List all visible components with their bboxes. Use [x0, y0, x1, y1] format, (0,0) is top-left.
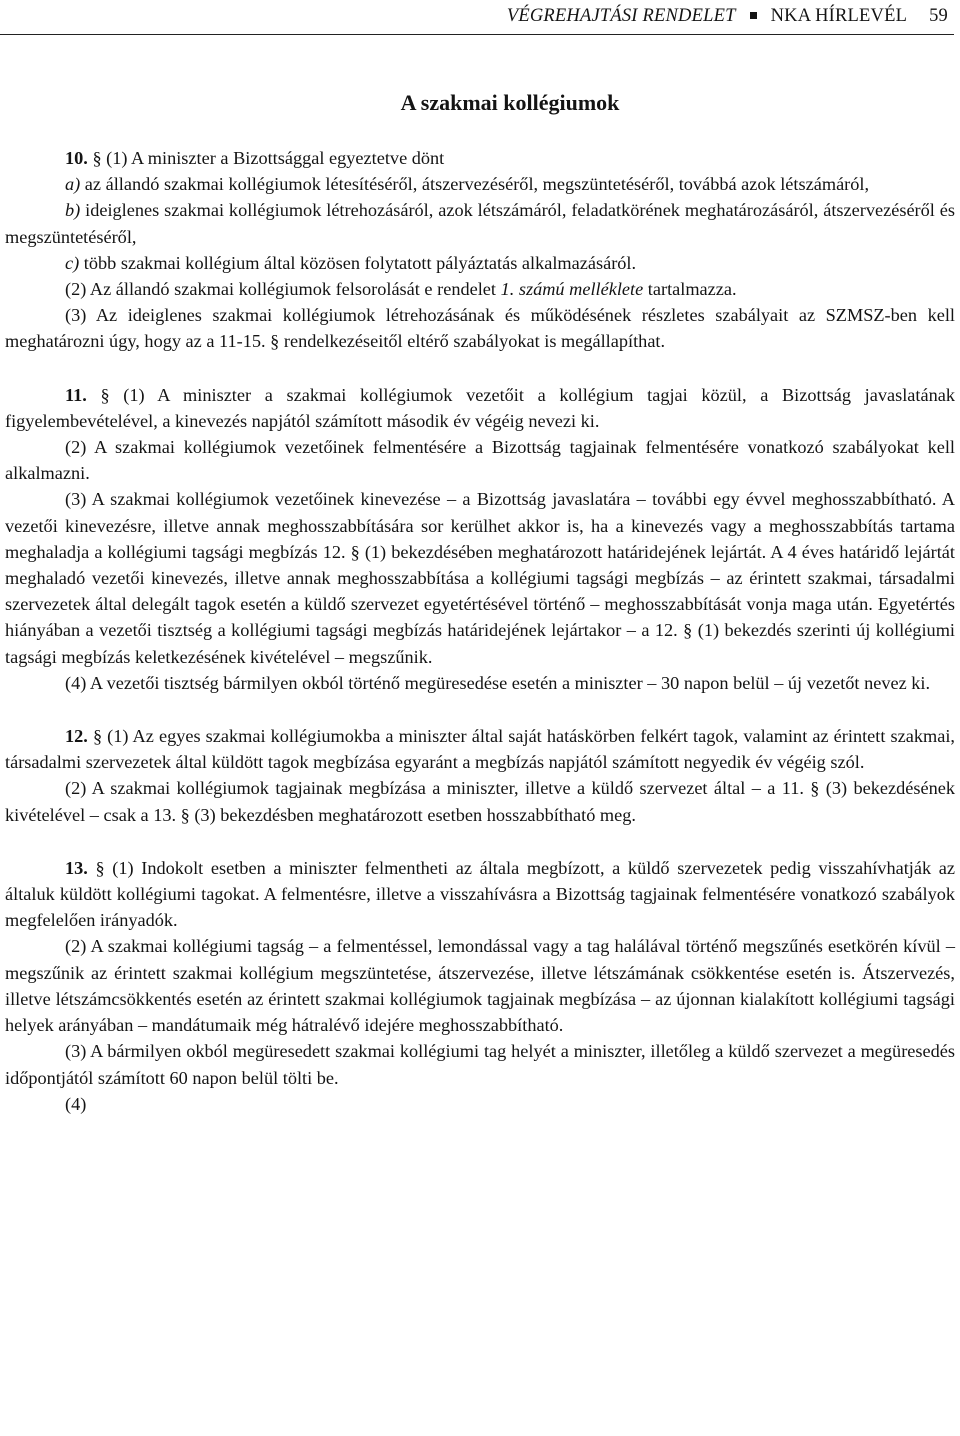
s10-intro: [5, 145, 955, 171]
section-title: A szakmai kollégiumok: [400, 90, 620, 115]
header-publication: VÉGREHAJTÁSI RENDELET: [506, 6, 736, 26]
s12-number: 12.: [65, 726, 88, 747]
s10-item-c: [5, 250, 955, 276]
s10-item-b: [5, 197, 955, 249]
s11-p1: [5, 382, 955, 434]
s13-p1: [5, 855, 955, 934]
s10-p2: [5, 276, 955, 302]
s10-b-text: ideiglenes szakmai kollégiumok létrehozásáról, azok létszámáról, feladatkörének meghatározásáról, átszervezéséről és megszüntetéséről,: [5, 200, 955, 247]
s10-p2-annex: 1. számú melléklete: [500, 279, 644, 300]
s11-number: 11.: [65, 384, 87, 405]
s10-p1-text: § (1) A miniszter a Bizottsággal egyeztetve dönt: [92, 148, 445, 168]
s10-c-label: c): [65, 252, 80, 273]
s12-p2: (2) A szakmai kollégiumok tagjainak megbízása a miniszter, illetve a küldő szervezet által – a 11. § (3) bekezdésének kivételével – csak a 13. § (3) bekezdésben meghatározott esetben hosszabbítható meg.: [5, 778, 955, 825]
s12-p1-text: § (1) Az egyes szakmai kollégiumokba a miniszter által saját hatáskörben felkért tagok, valamint az érintett szakmai, társadalmi szervezetek által küldött tagok megbízása egyaránt a megbízás napjától számított negyedik év végéig szól.: [5, 726, 955, 773]
s10-p2-post: tartalmazza.: [643, 279, 737, 300]
page-number: 59: [929, 6, 948, 26]
running-header: [0, 0, 954, 35]
s10-item-a: [5, 171, 955, 197]
s11-p3: (3) A szakmai kollégiumok vezetőinek kinevezése – a Bizottság javaslatára – további egy évvel meghosszabbítható. A vezetői kinevezésre, illetve annak meghosszabbítására sor kerülhet akkor is, ha a kinevezés vagy a meghosszabbítás tartama meghaladja a kollégiumi tagsági megbízás 12. § (1) bekezdésében meghatározott határidejének lejártát. A 4 éves határidő lejártát meghaladó vezetői kinevezés, illetve annak meghosszabbítása a kollégiumi tagsági megbízás – az érintett szakmai, társadalmi szervezetek által delegált tagok esetén a küldő szervezet egyetértésével történő – meghosszabbítását vonja maga után. Egyetértés hiányában a vezetői tisztség a kollégiumi tagsági megbízás határidejének lejártakor – a 12. § (1) bekezdés szerinti új kollégiumi tagsági megbízás keletkezésének kivételével – megszűnik.: [5, 489, 955, 667]
s11-p2: (2) A szakmai kollégiumok vezetőinek felmentésére a Bizottság tagjainak felmentésére vonatkozó szabályokat kell alkalmazni.: [5, 437, 955, 484]
s12-p1: [5, 723, 955, 775]
s13-p1-text: § (1) Indokolt esetben a miniszter felmentheti az általa megbízott, a küldő szervezetek pedig visszahívhatják az általuk küldött kollégiumi tagokat. A felmentésre, illetve a visszahívásra a Bizottság tagjainak felmentésére vonatkozó szabályok megfelelően irányadók.: [5, 857, 955, 931]
s11-p4: (4) A vezetői tisztség bármilyen okból történő megüresedése esetén a miniszter – 30 napon belül – új vezetőt nevez ki.: [65, 672, 931, 693]
s10-a-label: a): [65, 174, 81, 195]
s11-p1-text: § (1) A miniszter a szakmai kollégiumok vezetőit a kollégium tagjai közül, a Bizottság javaslatának figyelembevételével, a kinevezés napjától számított második év végéig nevezi ki.: [5, 384, 955, 431]
s10-p2-pre: (2) Az állandó szakmai kollégiumok felsorolását e rendelet: [65, 279, 501, 300]
document-body: [5, 145, 955, 1117]
s13-number: 13.: [65, 857, 88, 878]
s10-p3: (3) Az ideiglenes szakmai kollégiumok létrehozásának és működésének részletes szabályait az SZMSZ-ben kell meghatározni úgy, hogy az a 11-15. § rendelkezéseitől eltérő szabályokat is megállapíthat.: [5, 305, 955, 352]
s13-p4: (4): [65, 1093, 87, 1114]
s10-b-label: b): [65, 200, 81, 221]
s10-a-text: az állandó szakmai kollégiumok létesítéséről, átszervezéséről, megszüntetéséről, továbbá azok létszámáról,: [80, 174, 870, 195]
s10-number: 10.: [65, 148, 88, 168]
s10-c-text: több szakmai kollégium által közösen folytatott pályáztatás alkalmazásáról.: [79, 252, 637, 273]
square-bullet-icon: [750, 12, 757, 19]
s13-p3: (3) A bármilyen okból megüresedett szakmai kollégiumi tag helyét a miniszter, illetőleg a küldő szervezet a megüresedés időpontjától számított 60 napon belül tölti be.: [5, 1041, 955, 1088]
header-text: [507, 6, 948, 27]
header-section: NKA HÍRLEVÉL: [770, 6, 908, 26]
s13-p2: (2) A szakmai kollégiumi tagság – a felmentéssel, lemondással vagy a tag halálával történő megszűnés esetkörén kívül – megszűnik az érintett szakmai kollégium megszüntetése, átszervezése, illetve létszámának csökkentése esetén is. Átszervezés, illetve létszámcsökkentés esetén az érintett szakmai kollégiumok tagjainak megbízása – az újonnan kialakított kollégiumi tagsági helyek arányában – mandátumaik még hátralévő idejére meghosszabbítható.: [5, 936, 955, 1036]
